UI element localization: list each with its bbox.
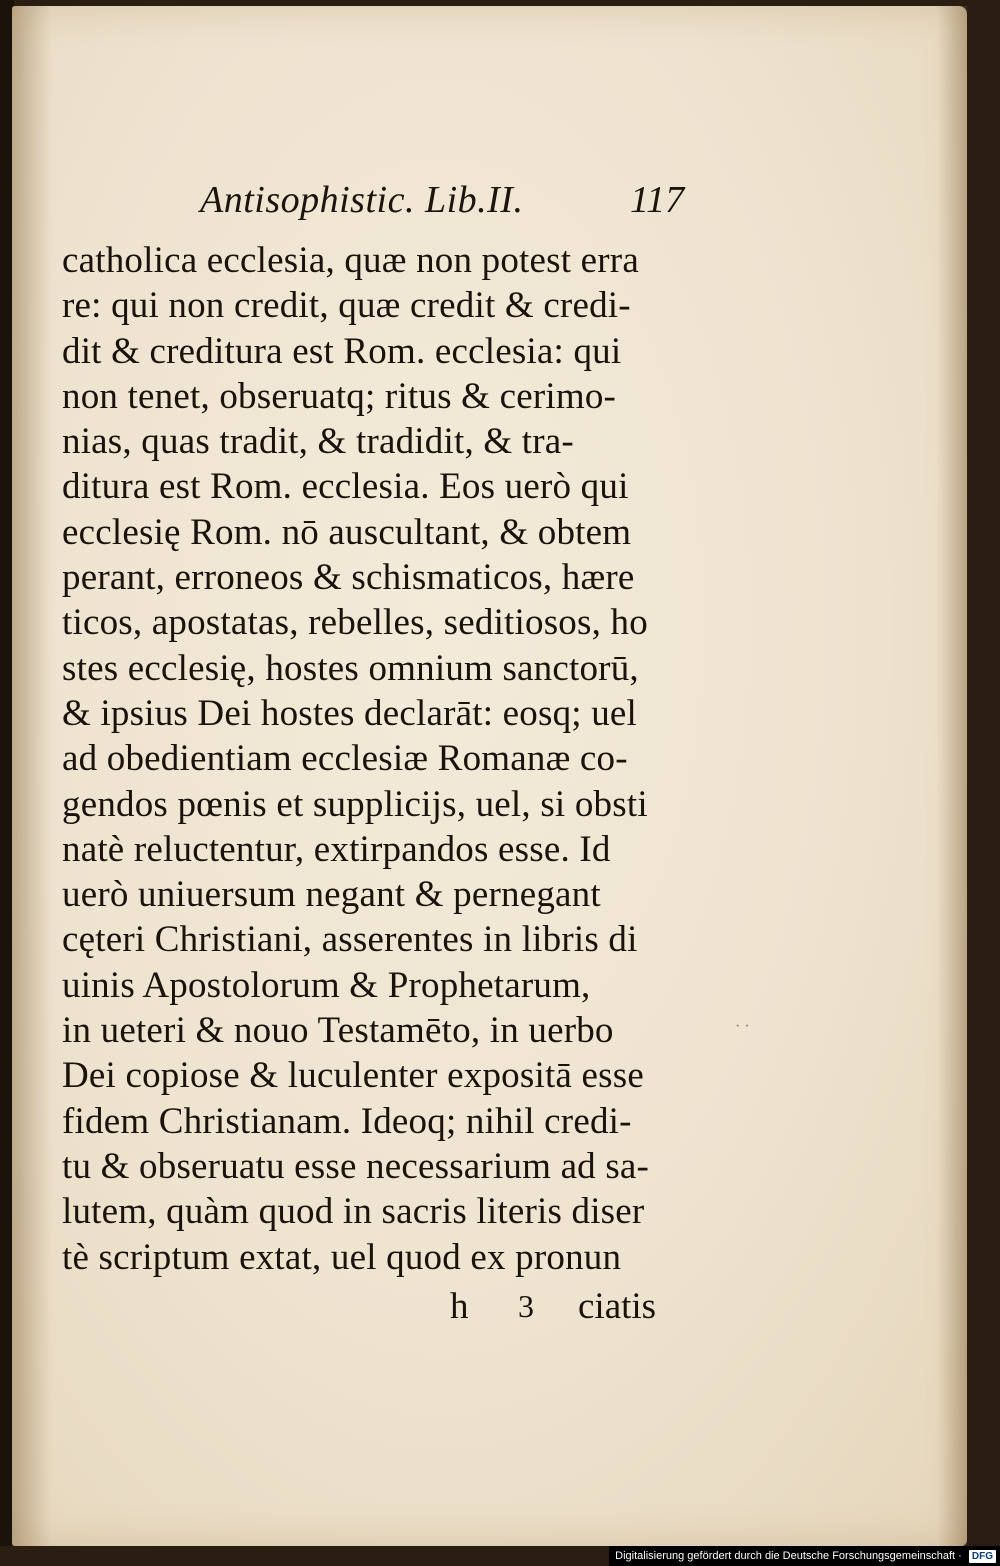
page-edge-shadow: [937, 6, 967, 1546]
text-line: & ipsius Dei hostes declarāt: eosq; uel: [62, 692, 638, 734]
text-line: dit & creditura est Rom. ecclesia: qui: [62, 330, 622, 372]
text-line: ticos, apostatas, rebelles, seditiosos, ho: [62, 602, 648, 644]
digitization-credit: [609, 1546, 1000, 1566]
running-title: Antisophistic. Lib.II.: [200, 179, 524, 221]
text-line: uerò uniuersum negant & pernegant: [62, 874, 601, 916]
text-line: ad obedientiam ecclesiæ Romanæ co-: [62, 738, 628, 780]
page-number: 117: [630, 179, 685, 221]
text-line: natè reluctentur, extirpandos esse. Id: [62, 828, 611, 870]
stray-ink-marks: · ·: [735, 1018, 750, 1035]
text-line: stes ecclesię, hostes omnium sanctorū,: [62, 647, 639, 689]
text-line: nias, quas tradit, & tradidit, & tra-: [62, 421, 574, 463]
spine-shadow: [12, 6, 52, 1546]
credit-text: Digitalisierung gefördert durch die Deutsche Forschungsgemeinschaft ·: [615, 1550, 962, 1562]
text-line: cęteri Christiani, asserentes in libris di: [62, 919, 638, 961]
text-line: in ueteri & nouo Testamēto, in uerbo: [62, 1010, 614, 1052]
text-line: tu & obseruatu esse necessarium ad sa-: [62, 1145, 650, 1187]
text-line: perant, erroneos & schismaticos, hære: [62, 557, 635, 599]
body-text: [62, 238, 702, 1280]
text-line: ditura est Rom. ecclesia. Eos uerò qui: [62, 466, 629, 508]
text-line: Dei copiose & luculenter expositā esse: [62, 1055, 644, 1097]
text-line: catholica ecclesia, quæ non potest erra: [62, 240, 639, 281]
text-line: non tenet, obseruatq; ritus & cerimo-: [62, 375, 617, 417]
text-line: re: qui non credit, quæ credit & credi-: [62, 285, 631, 327]
text-line: lutem, quàm quod in sacris literis diser: [62, 1191, 645, 1233]
signature-number: 3: [518, 1288, 534, 1324]
dfg-logo: DFG: [969, 1550, 996, 1563]
signature-letter: h: [450, 1286, 469, 1327]
text-line: fidem Christianam. Ideoq; nihil credi-: [62, 1100, 632, 1142]
catchword: ciatis: [578, 1286, 657, 1327]
text-line: gendos pœnis et supplicijs, uel, si obsti: [62, 783, 648, 825]
text-line: ecclesię Rom. nō auscultant, & obtem: [62, 511, 632, 553]
text-line: uinis Apostolorum & Prophetarum,: [62, 964, 591, 1006]
text-line: tè scriptum extat, uel quod ex pronun: [62, 1236, 622, 1278]
